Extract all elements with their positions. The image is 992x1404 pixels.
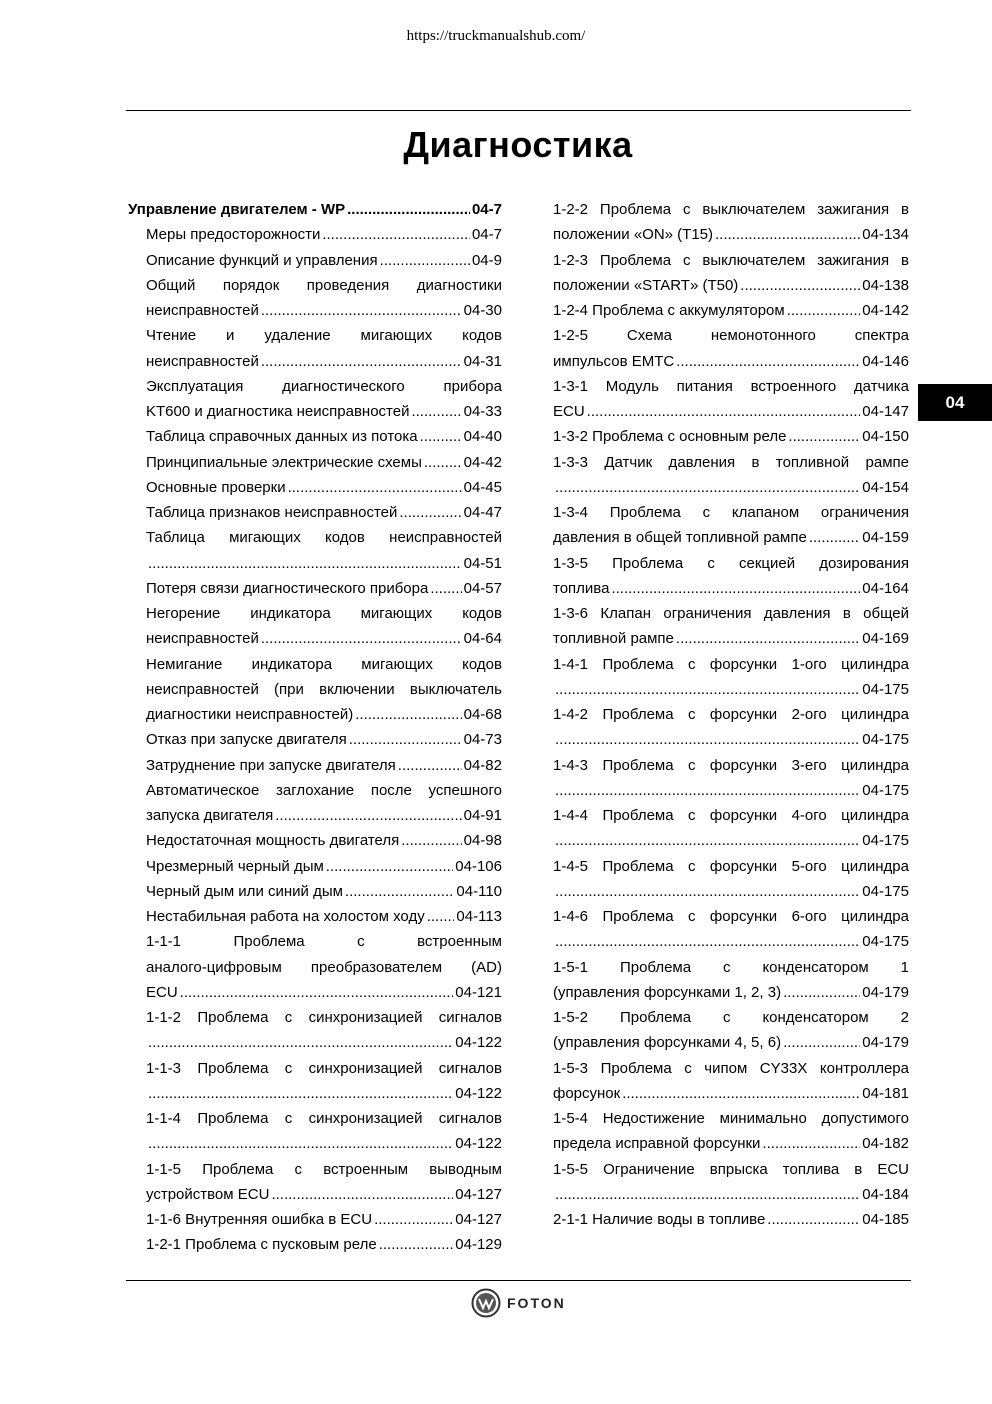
header-url[interactable]: https://truckmanualshub.com/ <box>406 28 586 44</box>
toc-entry-label: Затруднение при запуске двигателя <box>146 756 396 774</box>
toc-entry[interactable] <box>553 904 909 955</box>
toc-entry-text: 1-5-1 Проблема с конденсатором 1 <box>553 958 909 976</box>
dot-leader <box>322 222 470 247</box>
toc-entry[interactable] <box>128 753 502 778</box>
dot-leader <box>148 1030 453 1055</box>
toc-entry-text: 1-2-3 Проблема с выключателем зажигания в <box>553 251 909 269</box>
toc-entry[interactable] <box>553 854 909 905</box>
dot-leader <box>555 677 860 702</box>
toc-page-number: 04-150 <box>862 428 909 446</box>
toc-entry-label: давления в общей топливной рампе <box>553 529 807 547</box>
dot-leader <box>420 424 462 449</box>
toc-page-number: 04-154 <box>862 478 909 496</box>
toc-entry-text: Таблица мигающих кодов неисправностей <box>146 529 502 547</box>
toc-page-number: 04-175 <box>862 781 909 799</box>
toc-entry-label: 1-3-2 Проблема с основным реле <box>553 428 787 446</box>
toc-entry-label: Управление двигателем - WP <box>128 201 346 218</box>
toc-entry-label: топлива <box>553 579 610 597</box>
toc-entry[interactable] <box>128 450 502 475</box>
toc-page-number: 04-169 <box>862 630 909 648</box>
toc-page-number: 04-175 <box>862 882 909 900</box>
toc-entry-text: 1-3-3 Датчик давления в топливной рампе <box>553 453 909 471</box>
dot-leader <box>261 626 462 651</box>
toc-entry-text: 1-4-1 Проблема с форсунки 1-ого цилиндра <box>553 655 909 673</box>
dot-leader <box>587 399 861 424</box>
toc-entry-label: устройством ECU <box>146 1185 270 1203</box>
toc-page-number: 04-127 <box>455 1185 502 1203</box>
toc-entry-text: Чтение и удаление мигающих кодов <box>146 327 502 345</box>
toc-entry[interactable] <box>553 702 909 753</box>
toc-entry-label: (управления форсунками 4, 5, 6) <box>553 1034 782 1052</box>
toc-entry[interactable] <box>128 525 502 576</box>
dot-leader <box>788 424 860 449</box>
toc-page-number: 04-113 <box>456 908 502 925</box>
toc-entry[interactable] <box>553 298 909 323</box>
toc-entry-text: 1-1-5 Проблема с встроенным выводным <box>146 1160 502 1178</box>
toc-entry-text: Эксплуатация диагностического прибора <box>146 377 502 395</box>
toc-entry[interactable] <box>128 601 502 652</box>
toc-entry-label: Чрезмерный черный дым <box>146 857 324 875</box>
toc-entry-text: 1-1-3 Проблема с синхронизацией сигналов <box>146 1059 502 1077</box>
toc-page-number: 04-129 <box>455 1236 502 1254</box>
toc-entry-label: форсунок <box>553 1084 621 1102</box>
toc-page-number: 04-9 <box>471 251 502 269</box>
toc-page-number: 04-40 <box>463 428 502 446</box>
toc-entry[interactable] <box>553 500 909 551</box>
dot-leader <box>555 828 860 853</box>
toc-entry[interactable] <box>128 197 502 222</box>
toc-page-number: 04-138 <box>862 276 909 294</box>
toc-entry[interactable] <box>553 1157 909 1208</box>
toc-entry[interactable] <box>128 854 502 879</box>
toc-entry-label: неисправностей <box>146 630 259 648</box>
toc-page-number: 04-142 <box>862 302 909 319</box>
dot-leader <box>427 904 455 929</box>
toc-entry-label: Нестабильная работа на холостом ходу <box>146 908 425 925</box>
toc-right-column <box>553 197 909 1232</box>
dot-leader <box>355 702 461 727</box>
dot-leader <box>809 525 860 550</box>
toc-page-number: 04-175 <box>862 933 909 951</box>
toc-entry-text: 1-4-2 Проблема с форсунки 2-ого цилиндра <box>553 706 909 723</box>
toc-page-number: 04-175 <box>862 832 909 850</box>
toc-entry-label: Таблица справочных данных из потока <box>146 428 418 446</box>
dot-leader <box>676 349 860 374</box>
toc-entry[interactable] <box>128 1207 502 1232</box>
dot-leader <box>148 1131 453 1156</box>
toc-page-number: 04-91 <box>463 807 502 824</box>
toc-entry-label: импульсов EMTC <box>553 352 675 370</box>
toc-entry[interactable] <box>128 273 502 324</box>
dot-leader <box>180 980 454 1005</box>
dot-leader <box>622 1081 860 1106</box>
toc-entry-text: 1-5-3 Проблема с чипом CY33X контроллера <box>553 1059 909 1077</box>
toc-page-number: 04-57 <box>463 579 502 597</box>
toc-entry-text: аналого-цифровым преобразователем (AD) <box>146 958 502 976</box>
toc-page-number: 04-98 <box>463 832 502 850</box>
toc-entry[interactable] <box>553 248 909 299</box>
toc-entry[interactable] <box>553 803 909 854</box>
toc-entry-label: (управления форсунками 1, 2, 3) <box>553 983 782 1001</box>
toc-page-number: 04-164 <box>862 579 909 597</box>
toc-page-number: 04-179 <box>862 983 909 1001</box>
bottom-divider <box>126 1280 911 1281</box>
toc-entry-text: 1-3-5 Проблема с секцией дозирования <box>553 554 909 572</box>
toc-entry-label: ECU <box>146 983 178 1001</box>
dot-leader <box>676 626 860 651</box>
toc-entry-text: 1-1-4 Проблема с синхронизацией сигналов <box>146 1110 502 1127</box>
dot-leader <box>411 399 461 424</box>
toc-entry[interactable] <box>128 1106 502 1157</box>
toc-entry-label: запуска двигателя <box>146 807 274 824</box>
toc-entry-label: положении «ON» (T15) <box>553 226 714 244</box>
dot-leader <box>783 1030 860 1055</box>
toc-entry[interactable] <box>553 1056 909 1107</box>
toc-entry[interactable] <box>553 551 909 602</box>
toc-entry-text: Автоматическое заглохание после успешного <box>146 781 502 799</box>
dot-leader <box>555 778 860 803</box>
toc-entry-text: 1-4-6 Проблема с форсунки 6-ого цилиндра <box>553 908 909 925</box>
toc-page-number: 04-179 <box>862 1034 909 1052</box>
toc-page-number: 04-159 <box>862 529 909 547</box>
toc-page-number: 04-110 <box>456 882 502 900</box>
toc-entry[interactable] <box>128 904 502 929</box>
toc-entry[interactable] <box>553 450 909 501</box>
dot-leader <box>401 828 461 853</box>
dot-leader <box>555 1182 860 1207</box>
dot-leader <box>762 1131 860 1156</box>
toc-entry-label: Недостаточная мощность двигателя <box>146 832 400 850</box>
dot-leader <box>611 576 860 601</box>
toc-entry-label: Основные проверки <box>146 478 286 496</box>
dot-leader <box>430 576 461 601</box>
dot-leader <box>349 727 462 752</box>
dot-leader <box>555 879 860 904</box>
toc-page-number: 04-185 <box>862 1211 909 1228</box>
toc-entry-text: 1-1-2 Проблема с синхронизацией сигналов <box>146 1009 502 1026</box>
toc-entry-label: Таблица признаков неисправностей <box>146 504 398 521</box>
toc-entry[interactable] <box>128 475 502 500</box>
toc-page-number: 04-68 <box>463 706 502 723</box>
toc-page-number: 04-82 <box>463 756 502 774</box>
toc-entry-text: 1-5-2 Проблема с конденсатором 2 <box>553 1009 909 1026</box>
toc-entry[interactable] <box>128 1056 502 1107</box>
dot-leader <box>148 1081 453 1106</box>
toc-page-number: 04-175 <box>862 680 909 698</box>
toc-entry-label: Описание функций и управления <box>146 251 378 269</box>
toc-page-number: 04-122 <box>455 1034 502 1052</box>
dot-leader <box>379 1232 454 1257</box>
toc-entry[interactable] <box>128 323 502 374</box>
dot-leader <box>555 929 860 954</box>
dot-leader <box>555 727 860 752</box>
toc-page-number: 04-121 <box>455 983 502 1001</box>
dot-leader <box>275 803 461 828</box>
toc-page-number: 04-47 <box>463 504 502 521</box>
toc-entry[interactable] <box>128 727 502 752</box>
toc-entry[interactable] <box>128 652 502 728</box>
toc-page-number: 04-147 <box>862 403 909 420</box>
toc-page-number: 04-106 <box>455 857 502 875</box>
toc-entry[interactable] <box>553 1207 909 1232</box>
toc-entry-label: предела исправной форсунки <box>553 1135 761 1153</box>
toc-entry[interactable] <box>128 500 502 525</box>
dot-leader <box>787 298 861 323</box>
dot-leader <box>740 273 860 298</box>
toc-page-number: 04-127 <box>455 1211 502 1228</box>
toc-entry[interactable] <box>553 955 909 1006</box>
toc-entry[interactable] <box>128 828 502 853</box>
toc-entry-label: топливной рампе <box>553 630 674 648</box>
toc-page-number: 04-182 <box>862 1135 909 1153</box>
dot-leader <box>398 753 462 778</box>
toc-entry[interactable] <box>128 929 502 1005</box>
toc-entry[interactable] <box>553 1106 909 1157</box>
dot-leader <box>374 1207 453 1232</box>
toc-entry-text: 1-1-1 Проблема с встроенным <box>146 933 502 951</box>
toc-entry-label: 2-1-1 Наличие воды в топливе <box>553 1211 766 1228</box>
toc-entry-text: Негорение индикатора мигающих кодов <box>146 605 502 622</box>
toc-page-number: 04-181 <box>862 1084 909 1102</box>
toc-page-number: 04-134 <box>862 226 909 244</box>
dot-leader <box>424 450 462 475</box>
toc-entry-label: Потеря связи диагностического прибора <box>146 579 429 597</box>
toc-entry[interactable] <box>128 248 502 273</box>
toc-entry-text: 1-2-5 Схема немонотонного спектра <box>553 327 909 345</box>
toc-entry-label: ECU <box>553 403 585 420</box>
foton-emblem-icon <box>471 1288 501 1318</box>
toc-entry[interactable] <box>553 601 909 652</box>
toc-entry-text: 1-4-5 Проблема с форсунки 5-ого цилиндра <box>553 857 909 875</box>
toc-entry-label: Отказ при запуске двигателя <box>146 731 347 749</box>
dot-leader <box>288 475 462 500</box>
dot-leader <box>399 500 461 525</box>
foton-wordmark: FOTON <box>507 1295 566 1311</box>
toc-page-number: 04-184 <box>862 1185 909 1203</box>
toc-entry[interactable] <box>553 1005 909 1056</box>
toc-entry-label: диагностики неисправностей) <box>146 706 354 723</box>
toc-entry-label: положении «START» (T50) <box>553 276 739 294</box>
dot-leader <box>715 222 860 247</box>
toc-entry[interactable] <box>128 879 502 904</box>
toc-entry[interactable] <box>128 1232 502 1257</box>
toc-entry-text: 1-3-1 Модуль питания встроенного датчика <box>553 377 909 395</box>
toc-entry[interactable] <box>553 652 909 703</box>
toc-entry[interactable] <box>128 1157 502 1208</box>
toc-left-column <box>128 197 502 1258</box>
toc-entry-label: 1-2-4 Проблема с аккумулятором <box>553 302 785 319</box>
section-tab: 04 <box>918 384 992 421</box>
dot-leader <box>148 551 462 576</box>
dot-leader <box>555 475 860 500</box>
foton-logo <box>471 1288 566 1318</box>
toc-page-number: 04-7 <box>471 201 502 218</box>
toc-entry[interactable] <box>553 424 909 449</box>
toc-entry-label: Черный дым или синий дым <box>146 882 343 900</box>
dot-leader <box>345 879 454 904</box>
toc-entry-label: KT600 и диагностика неисправностей <box>146 403 410 420</box>
toc-entry[interactable] <box>128 374 502 425</box>
toc-entry[interactable] <box>128 778 502 829</box>
toc-page-number: 04-122 <box>455 1135 502 1153</box>
toc-page-number: 04-175 <box>862 731 909 749</box>
toc-entry-text: неисправностей (при включении выключатель <box>146 680 502 698</box>
toc-page-number: 04-30 <box>463 302 502 319</box>
toc-entry-label: Принципиальные электрические схемы <box>146 453 422 471</box>
toc-entry-text: Общий порядок проведения диагностики <box>146 276 502 294</box>
toc-page-number: 04-64 <box>463 630 502 648</box>
toc-entry-label: Меры предосторожности <box>146 226 321 244</box>
toc-entry[interactable] <box>553 374 909 425</box>
toc-entry-text: 1-2-2 Проблема с выключателем зажигания в <box>553 201 909 218</box>
toc-entry-label: неисправностей <box>146 302 259 319</box>
toc-entry-label: 1-1-6 Внутренняя ошибка в ECU <box>146 1211 373 1228</box>
toc-entry-text: 1-3-6 Клапан ограничения давления в общей <box>553 605 909 622</box>
toc-page-number: 04-45 <box>463 478 502 496</box>
toc-entry[interactable] <box>128 222 502 247</box>
dot-leader <box>261 298 462 323</box>
dot-leader <box>380 248 470 273</box>
toc-entry-text: 1-5-5 Ограничение впрыска топлива в ECU <box>553 1160 909 1178</box>
toc-page-number: 04-7 <box>471 226 502 244</box>
toc-entry-text: 1-5-4 Недостижение минимально допустимого <box>553 1110 909 1127</box>
toc-entry[interactable] <box>553 323 909 374</box>
dot-leader <box>347 197 470 222</box>
toc-entry[interactable] <box>553 197 909 248</box>
toc-entry-label: неисправностей <box>146 352 259 370</box>
toc-page-number: 04-73 <box>463 731 502 749</box>
dot-leader <box>326 854 453 879</box>
toc-entry-text: 1-4-3 Проблема с форсунки 3-его цилиндра <box>553 756 909 774</box>
top-divider <box>126 110 911 111</box>
dot-leader <box>271 1182 453 1207</box>
toc-page-number: 04-146 <box>862 352 909 370</box>
toc-page-number: 04-51 <box>463 554 502 572</box>
toc-entry[interactable] <box>128 576 502 601</box>
toc-page-number: 04-122 <box>455 1084 502 1102</box>
dot-leader <box>261 349 462 374</box>
toc-entry-label: 1-2-1 Проблема с пусковым реле <box>146 1236 377 1254</box>
toc-entry[interactable] <box>553 753 909 804</box>
toc-entry[interactable] <box>128 424 502 449</box>
toc-page-number: 04-31 <box>463 352 502 370</box>
toc-page-number: 04-33 <box>463 403 502 420</box>
page-title: Диагностика <box>403 124 633 165</box>
dot-leader <box>767 1207 860 1232</box>
toc-entry[interactable] <box>128 1005 502 1056</box>
toc-entry-text: 1-3-4 Проблема с клапаном ограничения <box>553 504 909 521</box>
dot-leader <box>783 980 860 1005</box>
toc-entry-text: 1-4-4 Проблема с форсунки 4-ого цилиндра <box>553 807 909 824</box>
toc-entry-text: Немигание индикатора мигающих кодов <box>146 655 502 673</box>
toc-page-number: 04-42 <box>463 453 502 471</box>
